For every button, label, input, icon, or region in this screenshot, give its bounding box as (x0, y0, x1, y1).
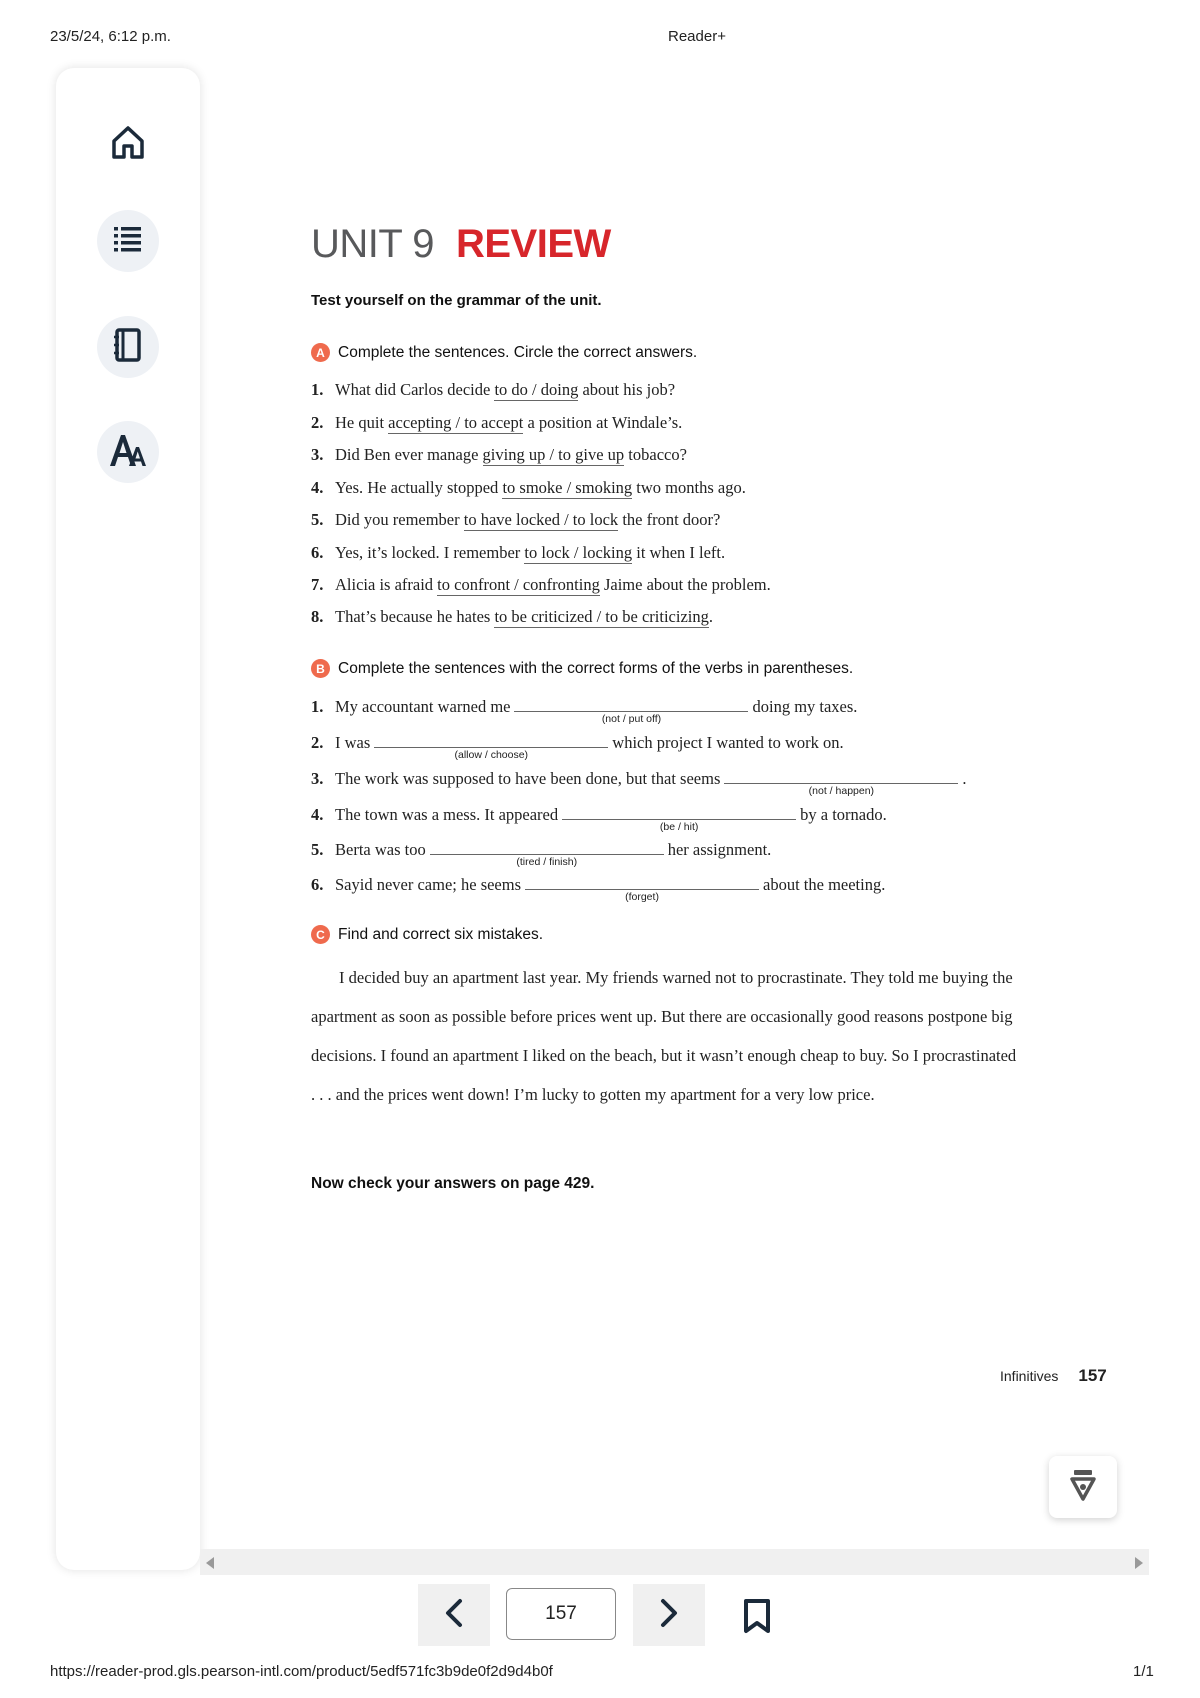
review-label: REVIEW (455, 222, 611, 266)
print-app-title: Reader+ (668, 28, 726, 45)
item-text-after: which project I wanted to work on. (612, 733, 844, 752)
item-text-after: by a tornado. (800, 805, 887, 824)
item-number: 2. (311, 413, 324, 432)
print-page-count: 1/1 (1133, 1663, 1154, 1680)
item-text-before: Sayid never came; he seems (335, 875, 522, 894)
text-size-icon (107, 430, 149, 475)
item-text-before: He quit (335, 413, 389, 432)
verb-hint: (allow / choose) (454, 749, 529, 761)
answer-blank[interactable] (525, 875, 759, 903)
item-text-before: My accountant warned me (335, 697, 511, 716)
sidebar (56, 68, 200, 1570)
item-text-before: Did Ben ever manage (335, 445, 483, 464)
print-datetime: 23/5/24, 6:12 p.m. (50, 28, 171, 45)
page-footer (1000, 1366, 1107, 1386)
home-icon (108, 122, 148, 167)
item-number: 1. (311, 380, 324, 399)
footer-section: Infinitives (1000, 1368, 1059, 1384)
item-text-after: about the meeting. (763, 875, 886, 894)
answer-choices[interactable]: to do / doing (494, 380, 579, 399)
unit-title (311, 222, 611, 267)
item-number: 4. (311, 478, 324, 497)
sidebar-notebook-button[interactable] (97, 316, 159, 378)
footer-page-number: 157 (1078, 1366, 1107, 1385)
section-b-badge: B (311, 659, 330, 678)
item-text-after: two months ago. (632, 478, 746, 497)
scroll-left-arrow-icon[interactable] (206, 1556, 216, 1574)
bookmark-icon (742, 1621, 772, 1638)
previous-page-button[interactable] (418, 1584, 490, 1646)
item-number: 1. (311, 697, 324, 716)
section-b-item (311, 805, 887, 833)
answer-blank[interactable] (430, 840, 664, 868)
item-text-before: Yes, it’s locked. I remember (335, 543, 525, 562)
scroll-right-arrow-icon[interactable] (1133, 1556, 1143, 1574)
section-b-item (311, 697, 858, 725)
answer-blank[interactable] (562, 805, 796, 833)
section-a-instruction: Complete the sentences. Circle the correct answers. (338, 343, 698, 361)
answer-blank[interactable] (514, 697, 748, 725)
unit-label: UNIT 9 (311, 222, 434, 266)
section-a-item (311, 510, 720, 530)
section-a-item (311, 543, 725, 563)
item-number: 4. (311, 805, 324, 824)
item-text-before: I was (335, 733, 371, 752)
verb-hint: (not / happen) (808, 785, 875, 797)
item-text-before: That’s because he hates (335, 607, 495, 626)
section-b-item (311, 840, 772, 868)
answer-choices[interactable]: to lock / locking (524, 543, 633, 562)
item-text-before: The work was supposed to have been done, but that seems (335, 769, 721, 788)
item-number: 5. (311, 840, 324, 859)
verb-hint: (tired / finish) (516, 856, 578, 868)
item-number: 3. (311, 445, 324, 464)
item-text-before: Alicia is afraid (335, 575, 438, 594)
section-b-heading (311, 659, 853, 678)
item-text-after: it when I left. (632, 543, 726, 562)
section-c-heading (311, 925, 543, 944)
sidebar-text-size-button[interactable] (97, 421, 159, 483)
item-text-after: doing my taxes. (752, 697, 858, 716)
chevron-right-icon (658, 1598, 680, 1633)
answer-choices[interactable]: giving up / to give up (482, 445, 625, 464)
section-b-item (311, 769, 967, 797)
bookmark-button[interactable] (742, 1598, 772, 1639)
item-text-before: Yes. He actually stopped (335, 478, 503, 497)
sidebar-contents-button[interactable] (97, 210, 159, 272)
item-number: 6. (311, 543, 324, 562)
answer-choices[interactable]: to be criticized / to be criticizing (494, 607, 709, 626)
answer-choices[interactable]: accepting / to accept (388, 413, 524, 432)
horizontal-scrollbar[interactable] (200, 1549, 1149, 1575)
section-a-item (311, 413, 682, 433)
item-number: 2. (311, 733, 324, 752)
item-number: 7. (311, 575, 324, 594)
notebook-icon (111, 327, 145, 368)
item-text-before: Did you remember (335, 510, 464, 529)
section-b-instruction: Complete the sentences with the correct forms of the verbs in parentheses. (338, 659, 854, 677)
answer-blank[interactable] (724, 769, 958, 797)
item-text-after: the front door? (618, 510, 721, 529)
annotate-button[interactable] (1049, 1456, 1117, 1518)
item-number: 6. (311, 875, 324, 894)
verb-hint: (forget) (625, 891, 659, 903)
section-a-heading (311, 343, 697, 362)
section-c-paragraph: I decided buy an apartment last year. My friends warned not to procrastinate. They told me buying the apartment as soon as possible before prices went up. But there are occasionally good reasons postpone big decisions. I found an apartment I liked on the beach, but it wasn’t enough cheap to buy. So I procrastinated . . . and the prices went down! I’m lucky to gotten my apartment for a very low price. (311, 968, 1017, 1104)
print-url: https://reader-prod.gls.pearson-intl.com/product/5edf571fc3b9de0f2d9d4b0f (50, 1663, 553, 1680)
section-a-item (311, 478, 746, 498)
verb-hint: (not / put off) (601, 713, 662, 725)
verb-hint: (be / hit) (659, 821, 699, 833)
sidebar-home-button[interactable] (97, 113, 159, 175)
section-b-item (311, 875, 886, 903)
item-text-after: about his job? (578, 380, 676, 399)
section-a-item (311, 380, 675, 400)
pen-nib-icon (1068, 1468, 1098, 1507)
chevron-left-icon (443, 1598, 465, 1633)
item-text-after: . (962, 769, 967, 788)
item-text-after: her assignment. (667, 840, 772, 859)
item-text-before: What did Carlos decide (335, 380, 495, 399)
answer-choices[interactable]: to confront / confronting (437, 575, 600, 594)
item-text-after: Jaime about the problem. (599, 575, 771, 594)
next-page-button[interactable] (633, 1584, 705, 1646)
section-a-badge: A (311, 343, 330, 362)
answer-blank[interactable] (374, 733, 608, 761)
unit-intro: Test yourself on the grammar of the unit. (311, 292, 602, 309)
section-c-instruction: Find and correct six mistakes. (338, 925, 544, 943)
section-a-item (311, 445, 687, 465)
check-answers-note: Now check your answers on page 429. (311, 1175, 595, 1192)
item-number: 8. (311, 607, 324, 626)
table-of-contents-icon (111, 222, 145, 261)
section-a-item (311, 575, 771, 595)
section-b-item (311, 733, 844, 761)
section-a-item (311, 607, 713, 627)
answer-choices[interactable]: to have locked / to lock (463, 510, 619, 529)
item-text-after: . (708, 607, 713, 626)
section-c-badge: C (311, 925, 330, 944)
answer-choices[interactable]: to smoke / smoking (502, 478, 633, 497)
item-text-after: tobacco? (624, 445, 687, 464)
item-text-before: The town was a mess. It appeared (335, 805, 559, 824)
item-text-before: Berta was too (335, 840, 426, 859)
page-number-input[interactable]: 157 (506, 1588, 616, 1640)
item-number: 5. (311, 510, 324, 529)
item-text-after: a position at Windale’s. (523, 413, 683, 432)
item-number: 3. (311, 769, 324, 788)
